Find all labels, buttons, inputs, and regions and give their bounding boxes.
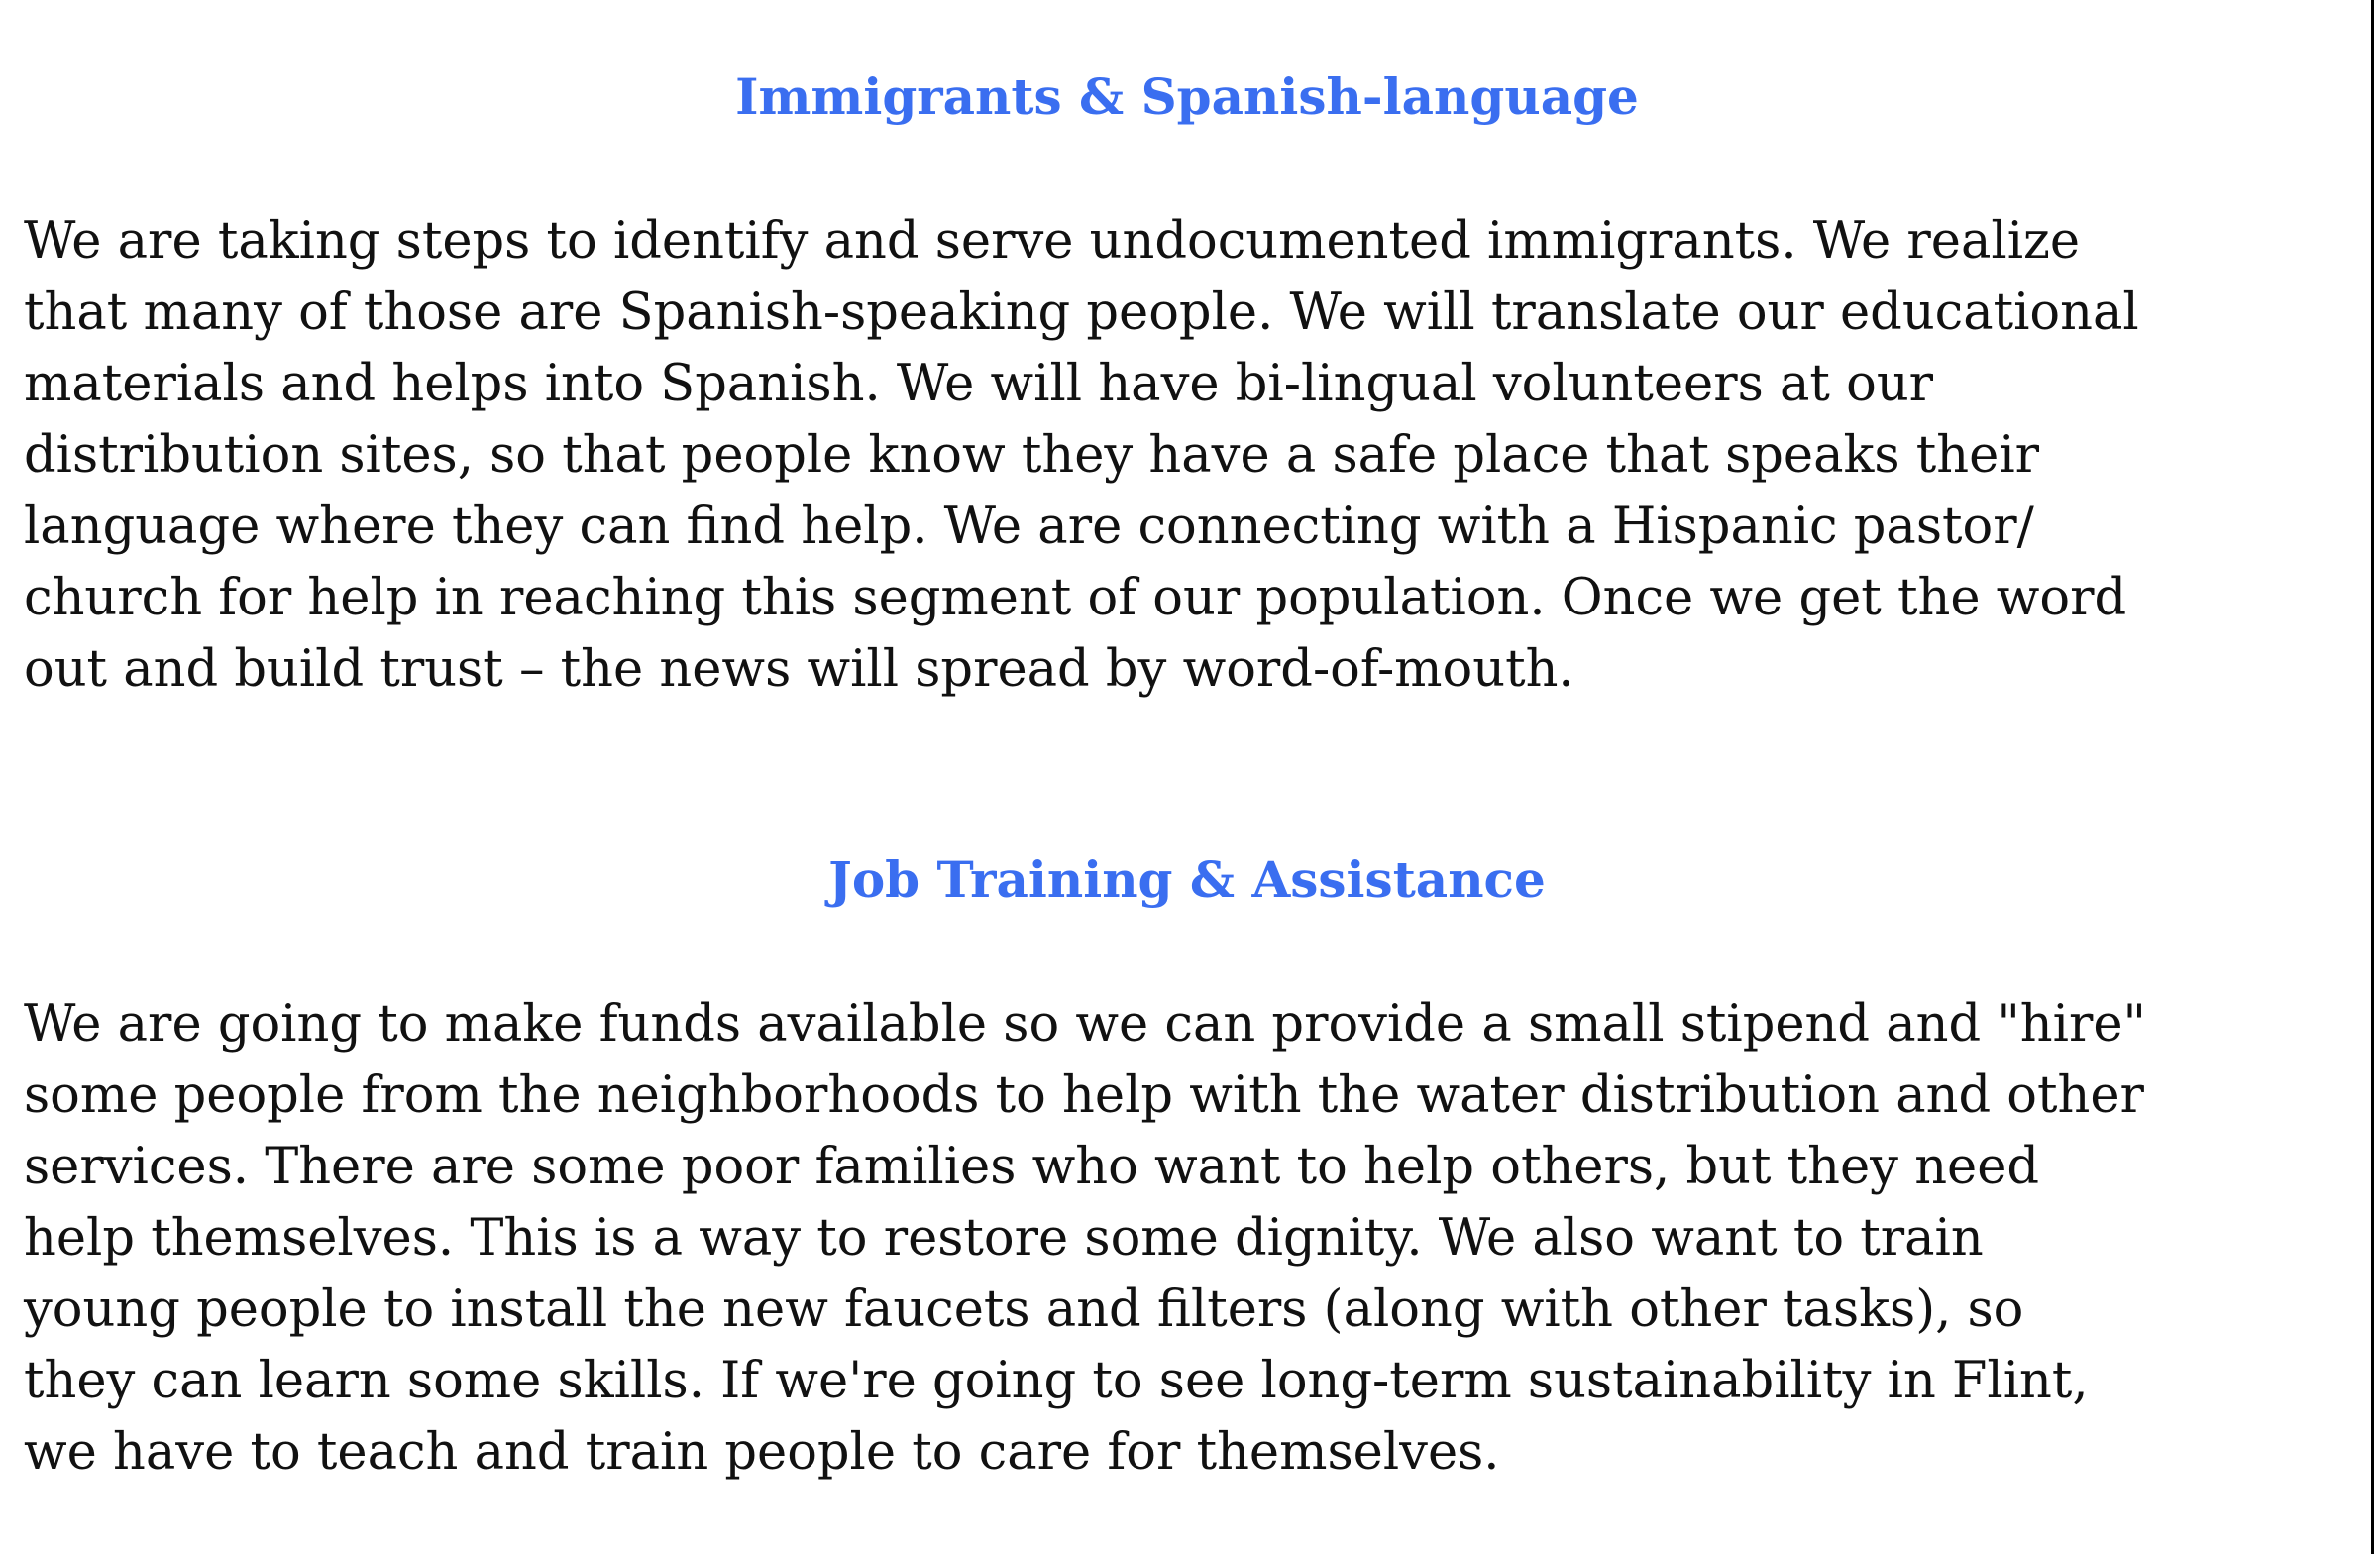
paragraph-line: language where they can find help. We are connecting with a Hispanic pastor/ <box>24 498 2034 556</box>
section-heading-job-training: Job Training & Assistance <box>828 850 1546 909</box>
section-paragraph-immigrants <box>24 206 2362 706</box>
paragraph-line: we have to teach and train people to care for themselves. <box>24 1423 1500 1482</box>
section-heading-immigrants: Immigrants & Spanish-language <box>735 67 1639 126</box>
paragraph-line: that many of those are Spanish-speaking people. We will translate our educational <box>24 283 2139 342</box>
paragraph-line: We are taking steps to identify and serve undocumented immigrants. We realize <box>24 212 2081 271</box>
paragraph-line: distribution sites, so that people know they have a safe place that speaks their <box>24 426 2040 485</box>
paragraph-line: out and build trust – the news will spread by word-of-mouth. <box>24 640 1574 699</box>
paragraph-line: We are going to make funds available so we can provide a small stipend and "hire" <box>24 995 2146 1054</box>
paragraph-line: materials and helps into Spanish. We will have bi-lingual volunteers at our <box>24 355 1934 413</box>
section-paragraph-job-training <box>24 989 2362 1489</box>
paragraph-line: they can learn some skills. If we're going to see long-term sustainability in Flint, <box>24 1352 2089 1410</box>
paragraph-line: young people to install the new faucets and filters (along with other tasks), so <box>24 1280 2024 1339</box>
paragraph-line: church for help in reaching this segment of our population. Once we get the word <box>24 569 2127 627</box>
paragraph-line: help themselves. This is a way to restore some dignity. We also want to train <box>24 1209 1984 1268</box>
paragraph-line: some people from the neighborhoods to help with the water distribution and other <box>24 1066 2144 1125</box>
paragraph-line: services. There are some poor families who want to help others, but they need <box>24 1138 2040 1196</box>
